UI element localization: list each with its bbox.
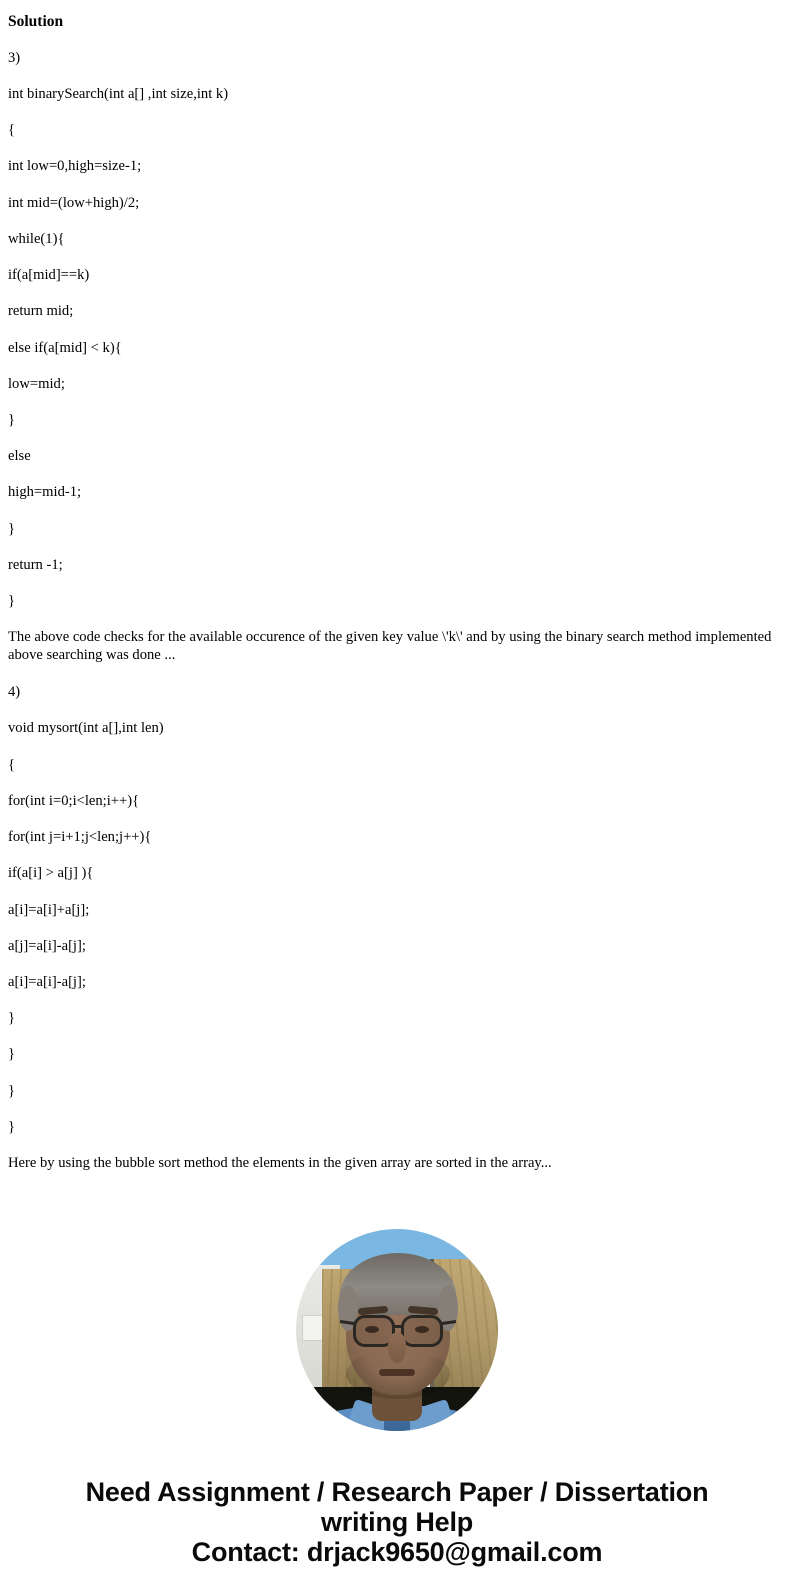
page-title: Solution (8, 13, 64, 30)
footer-line-1: Need Assignment / Research Paper / Dissertation (85, 1476, 709, 1507)
avatar (296, 1229, 498, 1431)
solution-paragraph: The above code checks for the available occurence of the given key value \'k\' and by using the binary search method implemented above searching was done ... (8, 629, 772, 664)
solution-code-line: return mid; (8, 303, 74, 320)
avatar-container (8, 1229, 786, 1431)
solution-code-line: high=mid-1; (8, 484, 82, 501)
solution-code-line: 4) (8, 684, 21, 701)
solution-paragraph: Here by using the bubble sort method the elements in the given array are sorted in the array... (8, 1155, 552, 1172)
solution-code-line: for(int i=0;i<len;i++){ (8, 792, 140, 809)
avatar-face-shading (346, 1349, 450, 1399)
solution-code-line: void mysort(int a[],int len) (8, 720, 164, 737)
solution-code-line: } (8, 412, 16, 428)
solution-code-line: return -1; (8, 556, 63, 573)
solution-code-line: if(a[i] > a[j] ){ (8, 865, 94, 882)
footer-line-3: Contact: drjack9650@gmail.com (191, 1537, 603, 1568)
solution-code-line: else if(a[mid] < k){ (8, 339, 122, 356)
solution-code-line: { (8, 122, 16, 139)
solution-code-line: if(a[mid]==k) (8, 267, 90, 284)
solution-code-line: int low=0,high=size-1; (8, 158, 142, 175)
solution-code-line: a[i]=a[i]+a[j]; (8, 901, 90, 918)
avatar-wall-switch (302, 1315, 324, 1341)
solution-code-line: a[i]=a[i]-a[j]; (8, 973, 86, 990)
solution-code-line: low=mid; (8, 375, 65, 392)
solution-code-line: a[j]=a[i]-a[j]; (8, 937, 86, 954)
solution-code-line: else (8, 448, 31, 465)
solution-code-line: while(1){ (8, 230, 65, 247)
footer-line-2: writing Help (320, 1507, 474, 1538)
solution-body (8, 31, 786, 1173)
solution-code-line: } (8, 1046, 16, 1063)
solution-code-line: } (8, 1082, 16, 1099)
solution-code-line: int binarySearch(int a[] ,int size,int k) (8, 86, 229, 103)
avatar-glasses-lens-right (401, 1315, 443, 1347)
solution-code-line: } (8, 1010, 16, 1027)
avatar-glasses-bridge (393, 1325, 403, 1328)
solution-code-line: int mid=(low+high)/2; (8, 194, 140, 211)
solution-code-line: } (8, 520, 16, 537)
footer-promo (8, 1477, 786, 1594)
solution-code-line: 3) (8, 49, 21, 66)
solution-code-line: } (8, 1118, 16, 1135)
solution-code-line: { (8, 756, 16, 773)
solution-code-line: } (8, 593, 16, 610)
solution-code-line: for(int j=i+1;j<len;j++){ (8, 829, 152, 846)
